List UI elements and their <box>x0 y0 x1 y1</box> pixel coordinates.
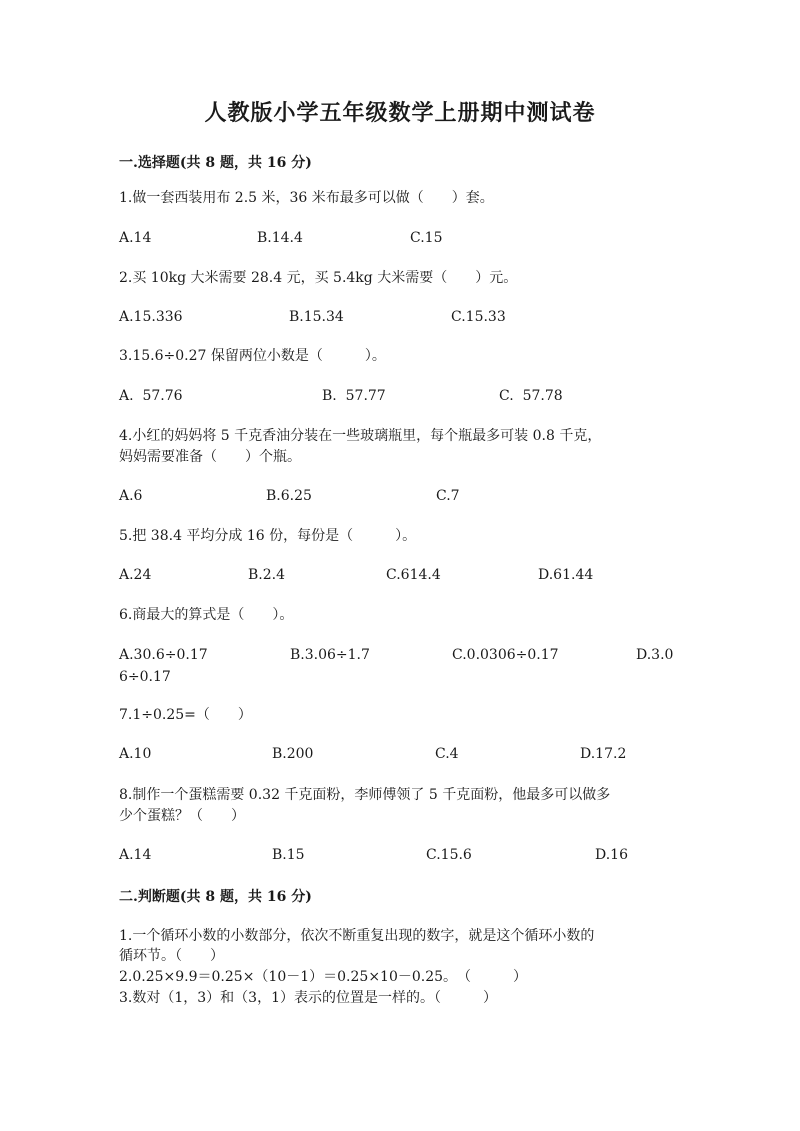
q5-option-b: B.2.4 <box>248 567 286 583</box>
q8-option-a: A.14 <box>119 847 152 863</box>
q4-option-a: A.6 <box>119 488 143 504</box>
q6-option-d-wrap: 6÷0.17 <box>119 669 171 685</box>
q8-option-b: B.15 <box>272 847 305 863</box>
section-heading-choice: 一.选择题(共 8 题，共 16 分) <box>119 155 312 171</box>
q5-option-a: A.24 <box>119 567 152 583</box>
q1-option-b: B.14.4 <box>257 230 303 246</box>
q3-option-c: C. 57.78 <box>499 388 563 404</box>
question-4-text-cont: 妈妈需要准备（ ）个瓶。 <box>119 449 301 465</box>
q7-option-c: C.4 <box>435 746 459 762</box>
question-3-text: 3.15.6÷0.27 保留两位小数是（ ）。 <box>119 348 386 364</box>
q1-option-c: C.15 <box>410 230 443 246</box>
question-7-text: 7.1÷0.25=（ ） <box>119 707 252 723</box>
judgement-3-text: 3.数对（1，3）和（3，1）表示的位置是一样的。（ ） <box>119 990 497 1006</box>
q6-option-c: C.0.0306÷0.17 <box>452 647 559 663</box>
q5-option-c: C.614.4 <box>386 567 441 583</box>
q1-option-a: A.14 <box>119 230 152 246</box>
q3-option-a: A. 57.76 <box>119 388 183 404</box>
judgement-1-text: 1.一个循环小数的小数部分，依次不断重复出现的数字，就是这个循环小数的 <box>119 928 595 944</box>
question-8-text-cont: 少个蛋糕？（ ） <box>119 808 245 824</box>
judgement-2-text: 2.0.25×9.9＝0.25×（10－1）＝0.25×10－0.25。 （ ） <box>119 969 528 985</box>
q6-option-d: D.3.0 <box>636 647 674 663</box>
q2-option-a: A.15.336 <box>119 309 183 325</box>
q7-option-d: D.17.2 <box>580 746 627 762</box>
question-6-text: 6.商最大的算式是（ ）。 <box>119 607 294 623</box>
q4-option-c: C.7 <box>436 488 460 504</box>
question-5-text: 5.把 38.4 平均分成 16 份，每份是（ ）。 <box>119 528 417 544</box>
q3-option-b: B. 57.77 <box>322 388 386 404</box>
question-4-text: 4.小红的妈妈将 5 千克香油分装在一些玻璃瓶里，每个瓶最多可装 0.8 千克， <box>119 428 602 444</box>
q5-option-d: D.61.44 <box>538 567 594 583</box>
q6-option-a: A.30.6÷0.17 <box>119 647 208 663</box>
q7-option-b: B.200 <box>272 746 314 762</box>
q6-option-b: B.3.06÷1.7 <box>290 647 370 663</box>
q2-option-c: C.15.33 <box>451 309 506 325</box>
q2-option-b: B.15.34 <box>289 309 344 325</box>
q7-option-a: A.10 <box>119 746 152 762</box>
question-2-text: 2.买 10kg 大米需要 28.4 元，买 5.4kg 大米需要（ ）元。 <box>119 270 518 286</box>
question-8-text: 8.制作一个蛋糕需要 0.32 千克面粉，李师傅领了 5 千克面粉，他最多可以做多 <box>119 787 611 803</box>
section-heading-judgement: 二.判断题(共 8 题，共 16 分) <box>119 889 312 905</box>
q8-option-c: C.15.6 <box>426 847 472 863</box>
q4-option-b: B.6.25 <box>266 488 312 504</box>
q8-option-d: D.16 <box>595 847 628 863</box>
question-1-text: 1.做一套西装用布 2.5 米，36 米布最多可以做（ ）套。 <box>119 190 494 206</box>
judgement-1-text-cont: 循环节。（ ） <box>119 948 224 964</box>
page-title: 人教版小学五年级数学上册期中测试卷 <box>204 100 596 126</box>
